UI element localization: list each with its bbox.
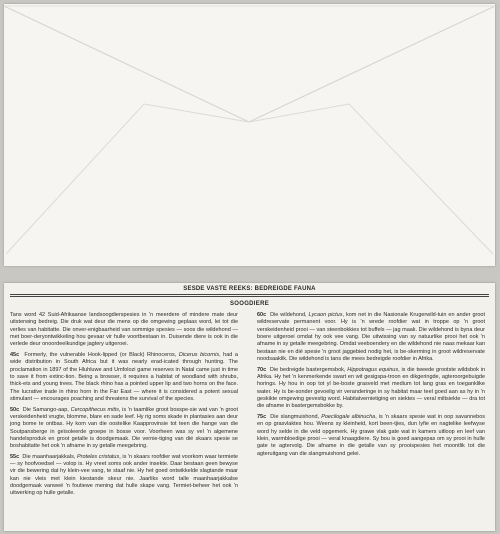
species-name: Dicerus bicornis <box>178 351 220 358</box>
information-insert <box>4 283 495 531</box>
entry-text-after: , is 'n skaars roofdier wat voorkom waar termiete — sy hoofvoedsel — volop is. Hy vreet soms ook ander insekte. Daar bestaan geen bewyse vir die bewering dat hy klein-vee vang, te staaf nie. Hy het goed ontwikkelde slagtande maar kan nie vleis met klein kiestande skeur nie. Jaarliks word talle maanhaarjakkalse doodgemaak vanweë 'n foutiewe mening dat hulle skape vang. Termiet-beheer het ook 'n uitwerking op hulle getalle. <box>10 453 238 497</box>
entry-number: 60c <box>257 312 267 318</box>
entry-text-before: Die bedreigde bastergemsbok, <box>269 366 348 373</box>
entry-45c <box>10 352 238 403</box>
title-rule-top <box>10 294 489 295</box>
series-title: SESDE VASTE REEKS: BEDREIGDE FAUNA <box>183 286 316 292</box>
title-rule-bottom <box>10 296 489 297</box>
species-name: Lycaon pictus <box>308 312 343 318</box>
entry-text-after: , is 'n skaars spesie wat in oop savannebos en op grasvlaktes hou. Weens sy kleinheid, kort been-tjies, dun lyfie en nagtelike leefwyse word hy selde in die veld opgemerk. Hy grawe vlak gate wat in kamers uitloop en leef van klein, warmbloedige prooi — veral knaagdiere. Sy bou is goed aangepas om sy prooi in hulle gate te agtervolg. Die afname in die getalle van sy prooispesies het moontlik tot die agteruitgang van die slangmuishond gelei. <box>257 413 486 457</box>
species-name: Proteles cristatus <box>76 453 120 460</box>
entry-text-before: Die slangmuishond, <box>270 413 322 420</box>
subject-heading: SOOGDIERE <box>229 301 270 307</box>
entry-text-before: Die maanhaarjakkals, <box>22 453 77 460</box>
entry-text-before: Formerly, the vulnerable Hook-lipped (or Black) Rhinoceros, <box>24 351 179 358</box>
envelope-back <box>4 4 495 266</box>
species-name: Hippotragus equinus <box>347 366 399 373</box>
species-name: Cercopithecus mitis <box>70 406 119 413</box>
entry-text-after: , is 'n taamlike groot bosspe-sie wat van 'n groot verskeidenheid vrugte, blomme, blare en sade leef. Hy rig soms skade in plantasies aan deur jong bome te ontbas. Hy kom van die oostelike Kaapprovinsie tot teen die hange van die Soutpansberge in geïsoleerde groepe in bosse voor. Voorheen was sy vel 'n algemene handelsproduk en groot getalle is doodgemaak. Die vernie-tiging van dié skaars spesie se boshabitatte het ook 'n afname in sy getalle meegebring. <box>10 406 239 450</box>
entry-number: 75c <box>257 413 267 420</box>
entry-text-before: Die wildehond, <box>270 312 309 318</box>
entry-75c <box>257 414 485 458</box>
intro-paragraph: Tans word 42 Suid-Afrikaanse landsoogdierspesies in 'n meerdere of mindere mate deur uitsterwing bedreig. Die druk wat deur die mens op die omgewing geplaas word, lei tot die verlies van habitatte. Die onver-enigbaarheid van sommige spesies — soos die wildehond — met boer-deryontwikkeling hou gevaar vir hulle voortbestaan in. Duisende diere is ook in die verlede deur onoordeelkundige jagtery uitgeroei. <box>10 312 238 348</box>
text-column-left <box>10 312 238 501</box>
entry-text-after: , kom net in die Nasionale Krugerwild-tuin en ander groot wildreservate permanent voor. Hy is 'n wrede roofdier wat in troppe op 'n groot verskeidenheid prooi — van steenbokkies tot buffels — jag maak. Die wildehond is byna deur boere uitgeroei omdat hy ook vee vang. Die uitwissing van sy natuurlike prooi het ook 'n afname in sy getalle meegebring. Omdat veeboendery en die wildehond nie naas mekaar kan bestaan nie en dié spesie 'n groot jaggebied nodig het, is be-skerming in groot wildreservate noodsaaklik. Die wildehond is tans die mees bedreigde roofdier in Afrika. <box>257 312 485 363</box>
entry-number: 70c <box>257 366 267 373</box>
entry-number: 45c <box>10 351 20 358</box>
text-column-right <box>257 312 485 461</box>
entry-70c <box>257 367 485 411</box>
entry-text-before: Die Samango-aap, <box>22 406 71 413</box>
entry-text-after: , had a wide distribution in South Africa but it was nearly erad-icated through hunting. The proclamation in 1897 of the Hluhluwe and Umfolozi game reserves in Natal came just in time to save it from extinc-tion. Being a browser, it requires a habitat of woodland with shrubs, thick-ets and young trees. The black rhino has a pointed upper lip and two horns on the face. The lucrative trade in rhino horn in the Far East — where it is considered a potent sexual stimulant — encourages poaching and threatens the survival of the species. <box>10 351 238 402</box>
envelope-flap-lines <box>4 4 495 266</box>
entry-number: 50c <box>10 406 20 413</box>
species-name: Poecilogale albinucha <box>321 413 376 420</box>
entry-60c <box>257 312 485 363</box>
entry-number: 55c <box>10 453 20 460</box>
entry-55c <box>10 454 238 498</box>
entry-text-after: , is die tweede grootste wildsbok in Afrika. Hy het 'n kenmerkende swart en wit gesigspa-troon en dikgeringde, agteroorgebuigde horings. Hy hou in oop tot yl be-boste grasveld met medium tot lang gras en toeganklike water. Hy is be-sonder gevoelig vir veranderinge in sy habitat maar teel goed aan as hy in 'n geskikte omgewing gevestig word. Habitatvernietiging en siektes — veral miltsiekte — dra tot die afname in bastergemsbokke by. <box>257 366 485 410</box>
entry-50c <box>10 407 238 451</box>
